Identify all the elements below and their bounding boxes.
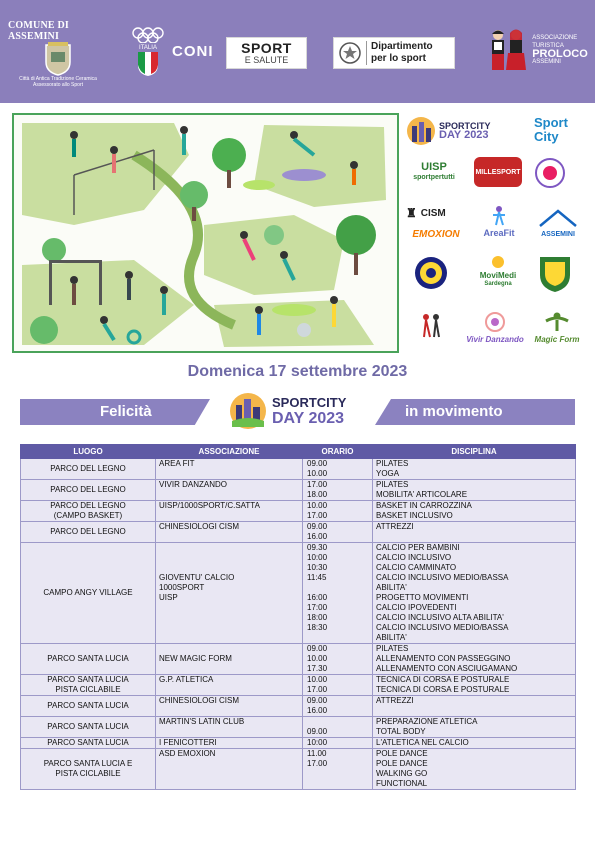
association-line [159,563,299,573]
time-line: 10:00 [307,738,328,747]
time-line: 10.00 [307,654,328,663]
coni-label: CONI [172,43,214,60]
discipline-line: POLE DANCE [376,759,428,768]
banner-left-text: Felicità [100,403,152,420]
time-line [307,717,369,727]
areafit-label: AreaFit [483,228,515,238]
location-line: (CAMPO BASKET) [53,511,123,520]
discipline-line: CALCIO INCLUSIVO ALTA ABILITA' [376,613,504,622]
association-line: MARTIN'S LATIN CLUB [159,717,245,726]
dipartimento-line-2: per lo sport [371,53,427,64]
time-line: 17:00 [307,603,328,612]
comune-subtitle-1: Città di Antica Tradizione Ceramica [19,76,97,82]
discipline-cell [373,749,576,790]
time-line: 18:00 [307,613,328,622]
discipline-line: PROGETTO MOVIMENTI [376,593,469,602]
association-cell [156,675,303,696]
sun-icon [488,253,508,269]
time-cell [303,644,373,675]
magic-form-logo [528,311,586,344]
discipline-line: ALLENAMENTO CON ASCIUGAMANO [376,664,518,673]
location-cell [21,543,156,644]
table-row [21,738,576,749]
table-row [21,644,576,675]
time-line: 09.00 [307,727,328,736]
sport-salute-line-2: E SALUTE [244,55,289,65]
location-line: PARCO SANTA LUCIA [47,654,129,663]
time-line: 11.00 [307,749,327,758]
association-cell [156,696,303,717]
association-line: NEW MAGIC FORM [159,654,232,663]
discipline-line: ATTREZZI [376,696,414,705]
time-line: 18:30 [307,623,328,632]
discipline-line: L'ATLETICA NEL CALCIO [376,738,469,747]
time-cell [303,522,373,543]
coni-italia-label: ITALIA [139,44,157,51]
movimedi-line-1: MoviMedi [479,271,517,280]
time-line: 17.00 [307,759,328,768]
discipline-line [376,706,572,716]
location-cell [21,480,156,501]
olympic-rings-icon [132,27,164,43]
association-line [159,553,299,563]
location-cell [21,675,156,696]
discipline-line [376,532,572,542]
time-line: 16:00 [307,593,328,602]
table-row [21,459,576,480]
location-line: PARCO DEL LEGNO [50,464,126,473]
sportcity-day-line-2: DAY 2023 [439,129,489,141]
header-band [0,0,595,103]
location-cell [21,749,156,790]
location-line: CAMPO ANGY VILLAGE [43,588,133,597]
comune-title: COMUNE DI ASSEMINI [8,20,69,42]
table-row [21,480,576,501]
association-line: CHINESIOLOGI CISM [159,522,240,531]
millesport-label: MILLESPORT [475,168,521,176]
table-row [21,696,576,717]
comune-subtitle-2: Assessorato allo Sport [32,82,84,88]
movimedi-logo [468,253,528,289]
discipline-line: PILATES [376,459,409,468]
emoxion-label: EMOXION [412,229,460,240]
dipartimento-line-1: Dipartimento [371,41,433,52]
discipline-cell [373,675,576,696]
table-row [21,717,576,738]
time-cell [303,675,373,696]
discipline-cell [373,522,576,543]
partner-logos [406,113,588,353]
comune-assemini-logo [8,14,108,94]
sportcity-day-logo [406,116,501,146]
association-line [159,543,299,553]
schedule-table [20,444,576,790]
discipline-line: ABILITA' [376,633,407,642]
time-cell [303,459,373,480]
banner-sportcity-logo [228,390,378,432]
sportcity-day-line-1: SPORTCITY [439,121,491,131]
latin-club-dancers-icon [414,309,448,347]
table-row [21,675,576,696]
discipline-line: PILATES [376,480,409,489]
assemini-club-logo [532,208,584,239]
time-line: 09.30 [307,543,328,552]
sport-city-logo [534,116,579,148]
dipartimento-sport-logo [333,37,455,69]
discipline-line: CALCIO INCLUSIVO MEDIO/BASSA [376,573,509,582]
event-date: Domenica 17 settembre 2023 [187,363,408,380]
location-line: PARCO SANTA LUCIA [47,675,129,684]
association-line [159,644,299,654]
discipline-line: TOTAL BODY [376,727,426,736]
proloco-line-1: ASSOCIAZIONE [532,35,578,41]
time-cell [303,501,373,522]
table-row [21,749,576,790]
time-line: 17.00 [307,511,328,520]
discipline-line: CALCIO PER BAMBINI [376,543,460,552]
association-line: ASD EMOXION [159,749,216,758]
discipline-line: WALKING GO [376,769,428,778]
association-line: UISP/1000SPORT/C.SATTA [159,501,260,510]
association-cell [156,543,303,644]
discipline-line: CALCIO INCLUSIVO [376,553,452,562]
republic-emblem-icon [338,41,362,65]
header-associazione: ASSOCIAZIONE [156,445,303,459]
time-line: 10.00 [307,501,328,510]
location-line: PARCO SANTA LUCIA [47,738,129,747]
table-row [21,522,576,543]
time-line: 09.00 [307,522,328,531]
header-luogo: LUOGO [21,445,156,459]
proloco-assemini-logo [482,24,592,76]
time-line: 11:45 [307,573,327,582]
time-cell [303,749,373,790]
discipline-line: CALCIO INCLUSIVO MEDIO/BASSA [376,623,509,632]
vivir-label: Vivir Danzando [466,335,524,344]
strong-figure-icon [542,311,572,333]
uisp-line-2: sportpertutti [413,174,455,181]
discipline-line: MOBILITA' ARTICOLARE [376,490,468,499]
location-cell [21,522,156,543]
sport-salute-line-1: SPORT [241,40,292,56]
banner-right-text: in movimento [405,403,503,420]
location-cell [21,644,156,675]
time-cell [303,717,373,738]
football-club-badge-icon [414,256,448,290]
discipline-cell [373,717,576,738]
assemini-club-label: ASSEMINI [541,231,575,238]
discipline-line: TECNICA DI CORSA E POSTURALE [376,685,510,694]
association-line: GIOVENTU' CALCIO [159,573,235,582]
association-line: I FENICOTTERI [159,738,217,747]
proloco-line-2: TURISTICA [532,43,564,49]
discipline-line: CALCIO IPOVEDENTI [376,603,457,612]
table-row [21,501,576,522]
sport-e-salute-logo [226,37,307,69]
time-line: 17.00 [307,685,328,694]
magic-form-label: Magic Form [534,335,580,344]
discipline-line: TECNICA DI CORSA E POSTURALE [376,675,510,684]
cism-logo [406,206,466,220]
discipline-line: ABILITA' [376,583,407,592]
vivir-danzando-logo [460,311,530,344]
time-line: 10:00 [307,553,328,562]
time-line: 09.00 [307,644,328,653]
discipline-line: BASKET INCLUSIVO [376,511,453,520]
association-cell [156,717,303,738]
association-cell [156,480,303,501]
time-cell [303,543,373,644]
table-header-row [21,445,576,459]
millesport-logo [474,157,522,187]
park-activities-illustration [14,115,397,351]
club-badge-icon [534,157,566,189]
association-line: 1000SPORT [159,583,205,592]
discipline-line: CALCIO CAMMINATO [376,563,457,572]
time-line: 10:30 [307,563,328,572]
location-line: PISTA CICLABILE [55,685,121,694]
location-line: PISTA CICLABILE [55,769,121,778]
italy-shield-icon [137,51,159,77]
time-line: 17.00 [307,480,328,489]
association-line: UISP [159,593,178,602]
discipline-line: FUNCTIONAL [376,779,428,788]
time-cell [303,480,373,501]
location-line: PARCO DEL LEGNO [50,501,126,510]
shield-badge-icon [538,255,572,293]
location-line: PARCO SANTA LUCIA [47,722,129,731]
city-skyline-icon [406,116,436,146]
table-row [21,543,576,644]
location-cell [21,717,156,738]
discipline-cell [373,696,576,717]
association-cell [156,644,303,675]
time-line [307,779,369,789]
traditional-costume-couple-icon [486,28,528,72]
discipline-line: ALLENAMENTO CON PASSEGGINO [376,654,511,663]
location-cell [21,459,156,480]
areafit-logo [474,205,524,238]
time-line: 17.30 [307,664,328,673]
association-cell [156,738,303,749]
banner-center-line-1: SPORTCITY [272,394,347,410]
dancer-figure-icon [487,205,511,227]
association-cell [156,459,303,480]
header-orario: ORARIO [303,445,373,459]
coni-logo [132,24,214,79]
discipline-cell [373,480,576,501]
location-cell [21,501,156,522]
time-line: 10.00 [307,675,328,684]
time-cell [303,738,373,749]
proloco-line-4: ASSEMINI [532,59,561,65]
association-line: CHINESIOLOGI CISM [159,696,240,705]
discipline-cell [373,501,576,522]
time-line: 10.00 [307,469,328,478]
time-line: 09.00 [307,459,328,468]
discipline-line: BASKET IN CARROZZINA [376,501,472,510]
association-cell [156,501,303,522]
time-line [307,769,369,779]
location-cell [21,696,156,717]
schedule-body [21,459,576,790]
discipline-cell [373,543,576,644]
time-line: 09.00 [307,696,328,705]
location-line: PARCO DEL LEGNO [50,527,126,536]
title-banner [20,390,575,432]
uisp-line-1: UISP [421,161,447,173]
time-line: 18.00 [307,490,328,499]
location-line: PARCO SANTA LUCIA [47,701,129,710]
location-cell [21,738,156,749]
location-line: PARCO DEL LEGNO [50,485,126,494]
emoxion-logo [406,230,466,239]
uisp-logo [406,161,462,182]
time-line: 16.00 [307,706,328,715]
discipline-line: POLE DANCE [376,749,428,758]
vivir-circle-icon [484,311,506,333]
discipline-line: YOGA [376,469,400,478]
proloco-line-3: PROLOCO [532,48,588,60]
time-line: 16.00 [307,532,328,541]
association-line: G.P. ATLETICA [159,675,214,684]
time-line [307,583,369,593]
discipline-line: PREPARAZIONE ATLETICA [376,717,478,726]
association-line: AREA FIT [159,459,195,468]
association-cell [156,522,303,543]
discipline-cell [373,459,576,480]
discipline-line: ATTREZZI [376,522,414,531]
location-line: PARCO SANTA LUCIA E [43,759,133,768]
park-illustration [12,113,399,353]
crest-icon [43,42,73,76]
association-cell [156,749,303,790]
header-disciplina: DISCIPLINA [373,445,576,459]
discipline-line: PILATES [376,644,409,653]
city-skyline-icon [228,391,268,431]
roof-triangle-icon [538,208,578,228]
sport-city-line-2: City [534,129,559,144]
sport-city-line-1: Sport [534,115,568,130]
movimedi-line-2: Sardegna [484,281,512,287]
discipline-cell [373,644,576,675]
discipline-cell [373,738,576,749]
banner-center-line-2: DAY 2023 [272,409,345,427]
cism-label: CISM [420,208,446,219]
time-cell [303,696,373,717]
association-line: VIVIR DANZANDO [159,480,228,489]
time-line [307,633,369,643]
running-figure-icon: ♜ [406,206,417,220]
